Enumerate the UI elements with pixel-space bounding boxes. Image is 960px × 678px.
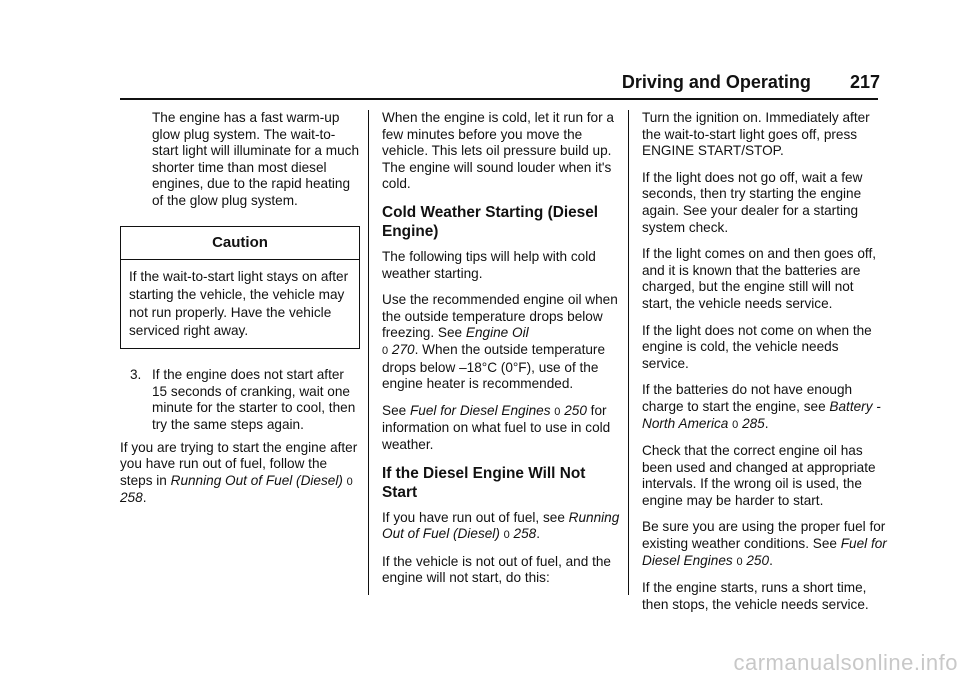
column-2 [382, 110, 622, 597]
page-header [0, 72, 880, 93]
page-ref-icon: 0 [346, 475, 353, 488]
light-not-on-paragraph: If the light does not come on when the engine is cold, the vehicle needs service. [642, 322, 872, 371]
watermark-text: carmanualsonline.info [733, 650, 958, 675]
section-title: Driving and Operating [621, 72, 811, 92]
xref-engine-oil[interactable]: Engine Oil [465, 325, 529, 341]
xref-fuel-diesel[interactable]: Fuel for Diesel Engines [409, 402, 551, 418]
fuel-paragraph: See Fuel for Diesel Engines 0 250 for information on what fuel to use in cold weather. [382, 402, 611, 452]
battery-paragraph: If the batteries do not have enough charge to start the engine, see Battery - North America 0 285. [642, 382, 881, 431]
xref-running-out-of-fuel-2[interactable]: Running Out of Fuel (Diesel) [382, 509, 620, 542]
page-ref-icon: 0 [732, 418, 739, 431]
caution-box [120, 226, 360, 350]
xref-running-out-of-fuel[interactable]: Running Out of Fuel (Diesel) [170, 472, 343, 488]
proper-fuel-paragraph: Be sure you are using the proper fuel for existing weather conditions. See Fuel for Diesel Engines 0 250. [642, 519, 887, 568]
cold-tips-paragraph: The following tips will help with cold weather starting. [382, 248, 596, 281]
page-ref-icon: 0 [554, 405, 561, 418]
page-ref-250-b[interactable]: 250 [746, 552, 770, 568]
engine-oil-check-paragraph: Check that the correct engine oil has been used and changed at appropriate intervals. If the wrong oil is used, the engine may be harder to start. [642, 443, 876, 508]
step-text: If the engine does not start after 15 seconds of cranking, wait one minute for the starter to cool, then try the same steps again. [152, 367, 356, 432]
xref-fuel-diesel-2[interactable]: Fuel for Diesel Engines [642, 536, 887, 568]
column-1 [120, 110, 360, 517]
caution-body: If the wait-to-start light stays on after starting the vehicle, the vehicle may not run properly. Have the vehicle serviced right away. [129, 269, 349, 339]
column-3 [642, 110, 887, 623]
caution-title: Caution [121, 227, 359, 261]
heading-cold-weather: Cold Weather Starting (Diesel Engine) [382, 203, 599, 240]
column-divider-1 [368, 110, 369, 595]
step-3 [120, 367, 360, 433]
starts-then-stops-paragraph: If the engine starts, runs a short time, then stops, the vehicle needs service. [642, 580, 869, 612]
page-ref-270[interactable]: 270 [391, 341, 415, 357]
page-ref-icon: 0 [382, 344, 389, 357]
run-out-paragraph: If you have run out of fuel, see Running Out of Fuel (Diesel) 0 258. [382, 509, 620, 542]
page-ref-258-b[interactable]: 258 [513, 526, 537, 542]
page-ref-258[interactable]: 258 [120, 490, 143, 506]
light-stays-paragraph: If the light does not go off, wait a few seconds, then try starting the engine again. See your dealer for a starting system check. [642, 169, 863, 235]
page-ref-250[interactable]: 250 [564, 402, 587, 418]
cold-engine-paragraph: When the engine is cold, let it run for a few minutes before you move the vehicle. This lets oil pressure build up. The engine will sound louder when it's cold. [382, 110, 614, 192]
not-out-of-fuel-paragraph: If the vehicle is not out of fuel, and the engine will not start, do this: [382, 553, 611, 586]
page-number: 217 [849, 72, 880, 92]
heading-will-not-start: If the Diesel Engine Will Not Start [382, 464, 586, 501]
intro-paragraph: The engine has a fast warm-up glow plug system. The wait-to-start light will illuminate for a much shorter time than most diesel engines, due to the rapid heating of the glow plug system. [152, 110, 359, 208]
header-rule [120, 98, 878, 100]
page-ref-285[interactable]: 285 [742, 415, 765, 431]
out-of-fuel-paragraph: If you are trying to start the engine after you have run out of fuel, follow the steps in Running Out of Fuel (Diesel) 0 258. [120, 439, 358, 506]
xref-battery[interactable]: Battery - North America [642, 398, 881, 431]
page-ref-icon: 0 [736, 555, 743, 568]
page-ref-icon: 0 [503, 529, 510, 542]
step-number: 3. [130, 367, 142, 383]
column-divider-2 [628, 110, 629, 595]
ignition-paragraph: Turn the ignition on. Immediately after the wait-to-start light goes off, press ENGINE START/STOP. [642, 110, 870, 159]
light-goes-off-paragraph: If the light comes on and then goes off, and it is known that the batteries are charged, but the engine still will not start, the vehicle needs service. [642, 246, 877, 311]
engine-oil-paragraph: Use the recommended engine oil when the outside temperature drops below freezing. See Engine Oil 0 270. When the outside temperature drops below –18°C (0°F), use of the engine heater is recommended. [382, 292, 618, 392]
